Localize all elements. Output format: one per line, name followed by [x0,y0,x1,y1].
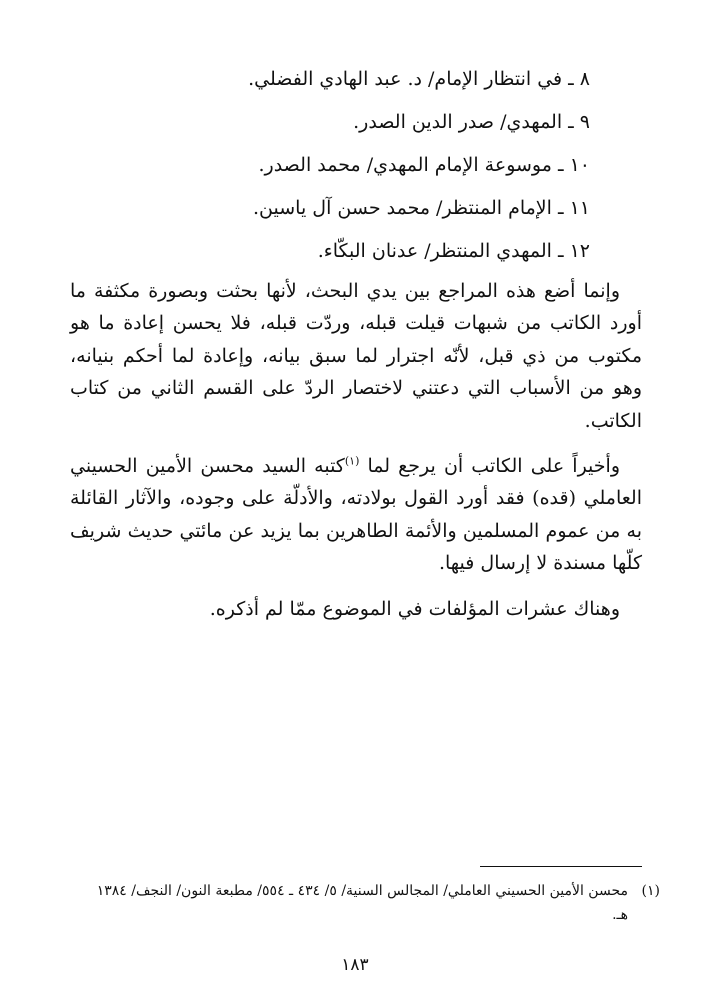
footnote-marker[interactable]: (١) [344,454,360,468]
body-text [70,275,642,638]
paragraph-other-works: وهناك عشرات المؤلفات في الموضوع ممّا لم أذكره. [209,597,620,620]
paragraph-references-reason: وإنما أضع هذه المراجع بين يدي البحث، لأنها بحثت وبصورة مكثفة ما أورد الكاتب من شبهات قيلت قبله، وردّت قبله، فلا يحسن إعادة ما هو مكتوب من ذي قبل، لأنّه اجترار لما سبق بيانه، وإعادة لما أحكم بنيانه، وهو من الأسباب التي دعتني لاختصار الردّ على القسم الثاني من كتاب الكاتب. [70,280,642,432]
paragraph-text-start: وأخيراً على الكاتب أن يرجع لما [359,455,620,478]
footnote [90,879,660,927]
reference-item: ٩ ـ المهدي/ صدر الدين الصدر. [353,111,590,133]
reference-item: ١٠ ـ موسوعة الإمام المهدي/ محمد الصدر. [258,154,590,176]
reference-item: ٨ ـ في انتظار الإمام/ د. عبد الهادي الفضلي. [248,68,590,90]
paragraph-final-note [70,450,642,580]
paragraph-text-rest: كتبه السيد محسن الأمين الحسيني العاملي (قده) فقد أورد القول بولادته، والأدلّة على وجوده، والآثار القائلة به من عموم المسلمين والأئمة الطاهرين بما يزيد عن مائتي حديث شريف كلّها مسندة لا إرسال فيها. [70,455,642,575]
reference-list [90,58,590,273]
footnote-divider [480,866,642,867]
footnote-text: محسن الأمين الحسيني العاملي/ المجالس السنية/ ٥/ ٤٣٤ ـ ٥٥٤/ مطبعة النون/ النجف/ ١٣٨٤ هـ. [96,883,628,923]
reference-item: ١٢ ـ المهدي المنتظر/ عدنان البكّاء. [317,240,590,262]
page-number: ١٨٣ [341,955,369,975]
reference-item: ١١ ـ الإمام المنتظر/ محمد حسن آل ياسين. [253,197,590,219]
footnote-number: (١) [641,883,660,899]
